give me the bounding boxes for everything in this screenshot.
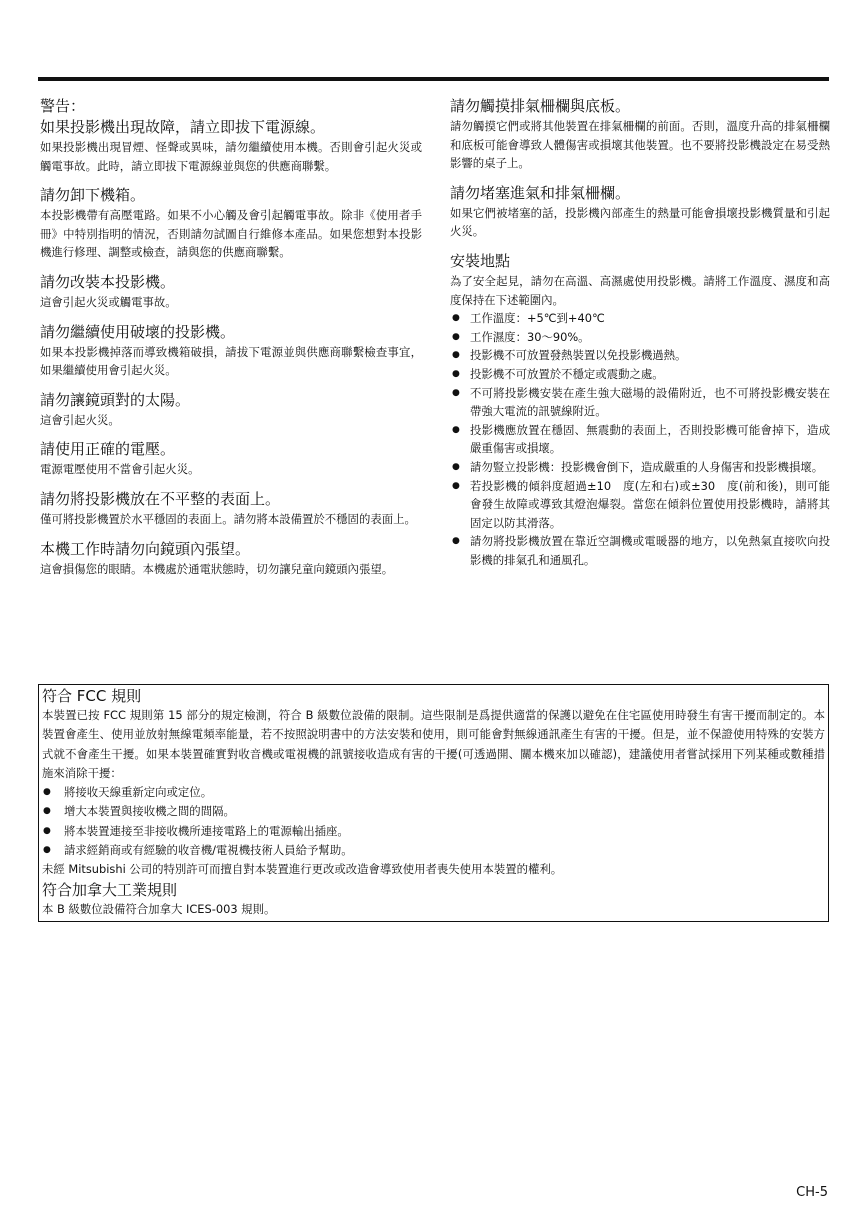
list-item: ● 若投影機的傾斜度超過±10 度(左和右)或±30 度(前和後)，則可能會發生故障或導致其燈泡爆裂。當您在傾斜位置使用投影機時，請將其固定以防其滑落。 (450, 477, 830, 533)
sun-section (40, 390, 422, 430)
list-item: ● 不可將投影機安裝在產生強大磁場的設備附近，也不可將投影機安裝在帶強大電流的訊號線附近。 (450, 384, 830, 421)
fcc-list (42, 783, 825, 860)
section-heading: 請勿觸摸排氣柵欄與底板。 (450, 97, 631, 115)
list-item: ● 投影機不可放置發熱裝置以免投影機過熱。 (450, 346, 830, 365)
header-rule (38, 77, 829, 81)
install-list (450, 309, 830, 569)
list-item: ● 請勿豎立投影機：投影機會倒下，造成嚴重的人身傷害和投影機損壞。 (450, 458, 830, 477)
section-heading: 請使用正確的電壓。 (40, 440, 176, 459)
damaged-section (40, 322, 422, 380)
right-column (450, 96, 830, 579)
list-item: ● 投影機應放置在穩固、無震動的表面上，否則投影機可能會掉下，造成嚴重傷害或損壞。 (450, 421, 830, 458)
section-body: 這會引起火災或觸電事故。 (40, 294, 177, 309)
surface-section (40, 489, 422, 529)
cabinet-section (40, 185, 422, 262)
section-body: 本投影機帶有高壓電路。如果不小心觸及會引起觸電事故。除非《使用者手冊》中特別指明的情況，否則請勿試圖自行維修本產品。如果您想對本投影機進行修理、調整或檢查，請與您的供應商聯繫。 (40, 208, 422, 260)
exhaust-section (450, 96, 830, 173)
section-subheading: 如果投影機出現故障，請立即拔下電源線。 (40, 118, 326, 136)
left-column (40, 96, 422, 588)
section-heading: 安裝地點 (450, 251, 511, 270)
list-item: ● 工作溫度：+5℃到+40℃ (450, 309, 830, 328)
list-item: ● 將接收天線重新定向或定位。 (42, 783, 825, 802)
section-heading: 本機工作時請勿向鏡頭內張望。 (40, 539, 251, 558)
list-item: ● 投影機不可放置於不穩定或震動之處。 (450, 365, 830, 384)
section-heading: 請勿卸下機箱。 (40, 186, 146, 205)
vent-section (450, 183, 830, 241)
fcc-body: 本裝置已按 FCC 規則第 15 部分的規定檢測，符合 B 級數位設備的限制。這些限制是爲提供適當的保護以避免在住宅區使用時發生有害干擾而制定的。本裝置會產生、使用並放射無線電頻率能量，若不按照說明書中的方法安裝和使用，則可能會對無線通訊產生有害的干擾。但是，並不保證使用特殊的安裝方式就不會產生干擾。如果本裝置確實對收音機或電視機的訊號接收造成有害的干擾(可透過開、關本機來加以確認)，建議使用者嘗試採用下列某種或數種措施來消除干擾： (42, 708, 825, 780)
fcc-note: 未經 Mitsubishi 公司的特別許可而擅自對本裝置進行更改或改造會導致使用者喪失使用本裝置的權利。 (42, 862, 563, 877)
canada-body: 本 B 級數位設備符合加拿大 ICES-003 規則。 (42, 901, 276, 916)
fcc-box (38, 684, 829, 922)
section-body: 電源電壓使用不當會引起火災。 (40, 462, 200, 477)
section-body: 如果本投影機掉落而導致機箱破損，請拔下電源並與供應商聯繫檢查事宜，如果繼續使用會引起火災。 (40, 344, 422, 378)
install-section (450, 251, 830, 570)
section-body: 為了安全起見，請勿在高溫、高濕處使用投影機。請將工作溫度、濕度和高度保持在下述範圍內。 (450, 273, 830, 307)
section-heading: 請勿繼續使用破壞的投影機。 (40, 322, 236, 341)
section-body: 請勿觸摸它們或將其他裝置在排氣柵欄的前面。否則，溫度升高的排氣柵欄和底板可能會導致人體傷害或損壞其他裝置。也不要將投影機設定在易受熱影響的桌子上。 (450, 119, 830, 171)
section-body: 這會引起火災。 (40, 412, 120, 427)
section-body: 如果投影機出現冒煙、怪聲或異味，請勿繼續使用本機。否則會引起火災或觸電事故。此時，請立即拔下電源線並與您的供應商聯繫。 (40, 140, 422, 173)
section-heading: 請勿將投影機放在不平整的表面上。 (40, 489, 281, 508)
section-body: 這會損傷您的眼睛。本機處於通電狀態時，切勿讓兒童向鏡頭內張望。 (40, 561, 394, 576)
section-heading: 警告： (40, 97, 86, 115)
page-number: CH-5 (796, 1185, 828, 1200)
section-body: 如果它們被堵塞的話，投影機內部產生的熱量可能會損壞投影機質量和引起火災。 (450, 205, 830, 239)
section-body: 僅可將投影機置於水平穩固的表面上。請勿將本設備置於不穩固的表面上。 (40, 511, 416, 526)
list-item: ● 將本裝置連接至非接收機所連接電路上的電源輸出插座。 (42, 822, 825, 841)
list-item: ● 請勿將投影機放置在靠近空調機或電暖器的地方，以免熱氣直接吹向投影機的排氣孔和通風孔。 (450, 532, 830, 569)
fcc-heading: 符合 FCC 規則 (42, 687, 142, 705)
voltage-section (40, 439, 422, 479)
section-heading: 請勿堵塞進氣和排氣柵欄。 (450, 183, 631, 202)
warning-section (40, 96, 422, 175)
section-heading: 請勿讓鏡頭對的太陽。 (40, 390, 191, 409)
section-heading: 請勿改裝本投影機。 (40, 272, 176, 291)
modify-section (40, 272, 422, 312)
lens-section (40, 539, 422, 579)
list-item: ● 請求經銷商或有經驗的收音機/電視機技術人員給予幫助。 (42, 841, 825, 860)
list-item: ● 增大本裝置與接收機之間的間隔。 (42, 802, 825, 821)
list-item: ● 工作濕度：30～90%。 (450, 328, 830, 347)
canada-heading: 符合加拿大工業規則 (42, 880, 178, 899)
